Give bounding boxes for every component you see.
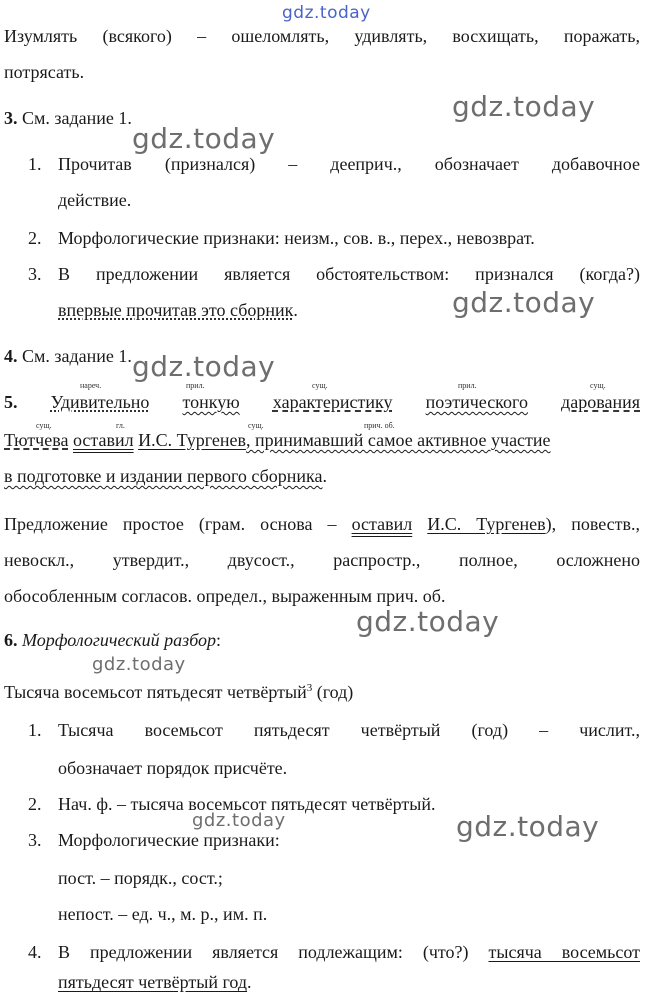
watermark: gdz.today — [456, 810, 600, 843]
pos-label: сущ. — [36, 421, 52, 430]
predicate: оставил — [72, 430, 134, 450]
task5-analysis-line-3: обособленным согласов. определ., выраженным прич. об. — [4, 586, 446, 606]
word: характеристику — [272, 392, 393, 412]
word: дарования — [561, 392, 640, 412]
task4-ref: См. задание 1. — [22, 346, 132, 366]
task6-title: Морфологический разбор — [22, 630, 217, 650]
task3-item-1-number: 1. — [28, 154, 42, 174]
colon: : — [216, 630, 222, 650]
task6-item-2-line-1: Нач. ф. – тысяча восемьсот пятьдесят четвёртый. — [58, 794, 436, 814]
watermark-top: gdz.today — [282, 3, 371, 23]
intro-line-2: потрясать. — [4, 62, 85, 82]
task3-ref: См. задание 1. — [22, 108, 132, 128]
task5-analysis-line-2: невоскл., утвердит., двусост., распростр., полное, осложнено — [4, 550, 640, 570]
participial-phrase-end: в подготовке и издании первого сборника — [4, 466, 323, 486]
subject: тысяча восемьсот — [488, 942, 641, 962]
task5-line-1 — [4, 390, 640, 414]
task6-item-3-line-1: Морфологические признаки: — [58, 830, 280, 850]
pos-label: прич. об. — [364, 421, 395, 430]
adverbial-phrase: впервые прочитав это сборник — [58, 300, 294, 320]
pos-label: сущ. — [248, 421, 264, 430]
task5-analysis-line-1 — [4, 512, 640, 536]
task3-item-3-line-1: В предложении является обстоятельством: признался (когда?) — [58, 264, 640, 284]
pos-label: сущ. — [312, 381, 328, 390]
item-text: В предложении является подлежащим: (что?) — [58, 942, 489, 962]
watermark: gdz.today — [356, 605, 500, 638]
task3-item-1-line-1: Прочитав (признался) – дееприч., обозначает добавочное — [58, 154, 640, 174]
watermark: gdz.today — [192, 810, 286, 831]
participial-phrase-start: , принимавший самое активное участие — [245, 430, 551, 450]
task5-line-3 — [4, 464, 640, 488]
pos-label: сущ. — [590, 381, 606, 390]
task6-item-2-number: 2. — [28, 794, 42, 814]
word: Удивительно — [50, 392, 150, 412]
watermark: gdz.today — [452, 90, 596, 123]
task5-number: 5. — [4, 392, 18, 412]
task6-item-4-line-1 — [58, 940, 640, 964]
pos-label: прил. — [186, 381, 205, 390]
phrase-end: (год) — [312, 682, 354, 702]
pos-label: нареч. — [80, 381, 102, 390]
task3-item-3-number: 3. — [28, 264, 42, 284]
task3-number: 3. — [4, 108, 18, 128]
task6-item-4-number: 4. — [28, 942, 42, 962]
task6-item-4-line-2 — [58, 970, 640, 994]
task3-item-2-number: 2. — [28, 228, 42, 248]
task6-item-1-line-2: обозначает порядок присчёте. — [58, 758, 288, 778]
task4-number: 4. — [4, 346, 18, 366]
pos-label: прил. — [458, 381, 477, 390]
word: поэтического — [425, 392, 528, 412]
task6-item-1-line-1: Тысяча восемьсот пятьдесят четвёртый (год) – числит., — [58, 720, 640, 740]
task6-item-3-number: 3. — [28, 830, 42, 850]
predicate: оставил — [351, 514, 413, 534]
watermark: gdz.today — [132, 350, 276, 383]
task6-number: 6. — [4, 630, 18, 650]
subject: И.С. Тургенев — [138, 430, 246, 450]
watermark: gdz.today — [92, 654, 186, 675]
task3-item-3-line-2 — [58, 298, 640, 322]
intro-line-1: Изумлять (всякого) – ошеломлять, удивлять, восхищать, поражать, — [4, 26, 640, 46]
word: Тютчева — [4, 430, 69, 450]
period: . — [247, 972, 252, 992]
task6-item-3-line-2: пост. – порядк., сост.; — [58, 868, 223, 888]
task6-phrase — [4, 676, 640, 704]
task3-heading — [4, 106, 640, 130]
task3-item-2-line-1: Морфологические признаки: неизм., сов. в., перех., невозврат. — [58, 228, 535, 248]
period: . — [293, 300, 298, 320]
word: тонкую — [182, 392, 240, 412]
task6-heading — [4, 628, 640, 652]
task3-item-1-line-2: действие. — [58, 190, 132, 210]
period: . — [322, 466, 328, 486]
subject: пятьдесят четвёртый год — [58, 972, 248, 992]
analysis-text: Предложение простое (грам. основа – — [4, 514, 352, 534]
task6-item-3-line-3: непост. – ед. ч., м. р., им. п. — [58, 904, 268, 924]
analysis-text: ), повеств., — [545, 514, 641, 534]
subject: И.С. Тургенев — [427, 514, 546, 534]
superscript: 3 — [306, 682, 313, 694]
task5-line-2 — [4, 428, 640, 452]
watermark: gdz.today — [452, 286, 596, 319]
task6-item-1-number: 1. — [28, 720, 42, 740]
numeral-phrase: Тысяча восемьсот пятьдесят четвёртый — [4, 682, 307, 702]
task4-heading — [4, 344, 640, 368]
watermark: gdz.today — [132, 122, 276, 155]
pos-label: гл. — [116, 421, 125, 430]
